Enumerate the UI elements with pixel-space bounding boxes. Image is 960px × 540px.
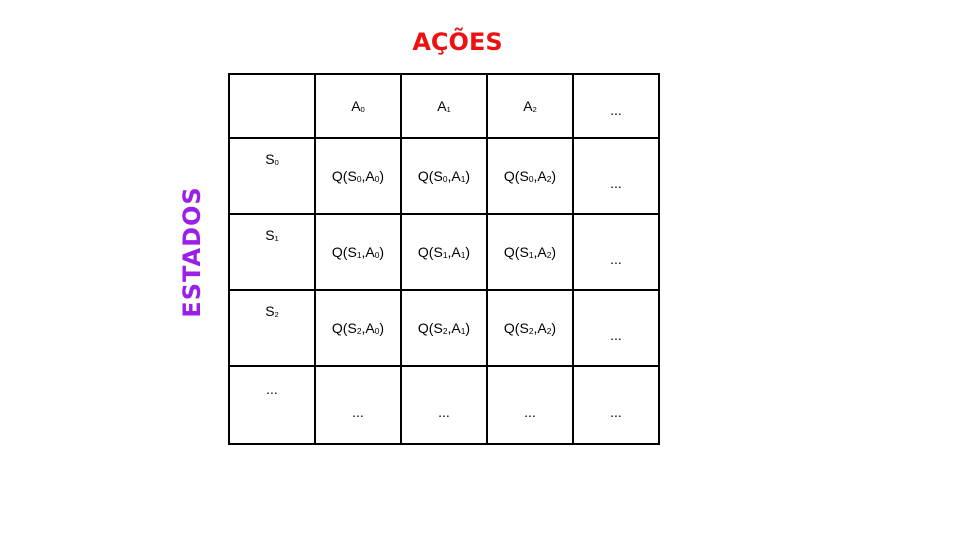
actions-title: AÇÕES <box>412 28 503 56</box>
state-header-s0: S0 <box>229 138 315 214</box>
q-cell: Q(S0,A0) <box>315 138 401 214</box>
corner-cell <box>229 74 315 138</box>
states-title: ESTADOS <box>178 186 206 318</box>
q-table <box>228 73 660 445</box>
action-header-a0: A0 <box>315 74 401 138</box>
ellipsis-cell: ... <box>573 138 659 214</box>
q-cell: Q(S2,A0) <box>315 290 401 366</box>
state-row <box>229 214 659 290</box>
q-cell: Q(S1,A2) <box>487 214 573 290</box>
state-row <box>229 290 659 366</box>
q-cell: Q(S1,A0) <box>315 214 401 290</box>
state-header-ellipsis: ... <box>229 366 315 444</box>
action-header-ellipsis: ... <box>573 74 659 138</box>
ellipsis-cell: ... <box>401 366 487 444</box>
ellipsis-cell: ... <box>573 366 659 444</box>
q-cell: Q(S0,A2) <box>487 138 573 214</box>
state-header-s2: S2 <box>229 290 315 366</box>
q-cell: Q(S2,A2) <box>487 290 573 366</box>
ellipsis-cell: ... <box>573 214 659 290</box>
state-header-s1: S1 <box>229 214 315 290</box>
header-row <box>229 74 659 138</box>
ellipsis-cell: ... <box>487 366 573 444</box>
q-cell: Q(S0,A1) <box>401 138 487 214</box>
q-cell: Q(S2,A1) <box>401 290 487 366</box>
ellipsis-row <box>229 366 659 444</box>
state-row <box>229 138 659 214</box>
q-cell: Q(S1,A1) <box>401 214 487 290</box>
ellipsis-cell: ... <box>315 366 401 444</box>
ellipsis-cell: ... <box>573 290 659 366</box>
action-header-a2: A2 <box>487 74 573 138</box>
action-header-a1: A1 <box>401 74 487 138</box>
